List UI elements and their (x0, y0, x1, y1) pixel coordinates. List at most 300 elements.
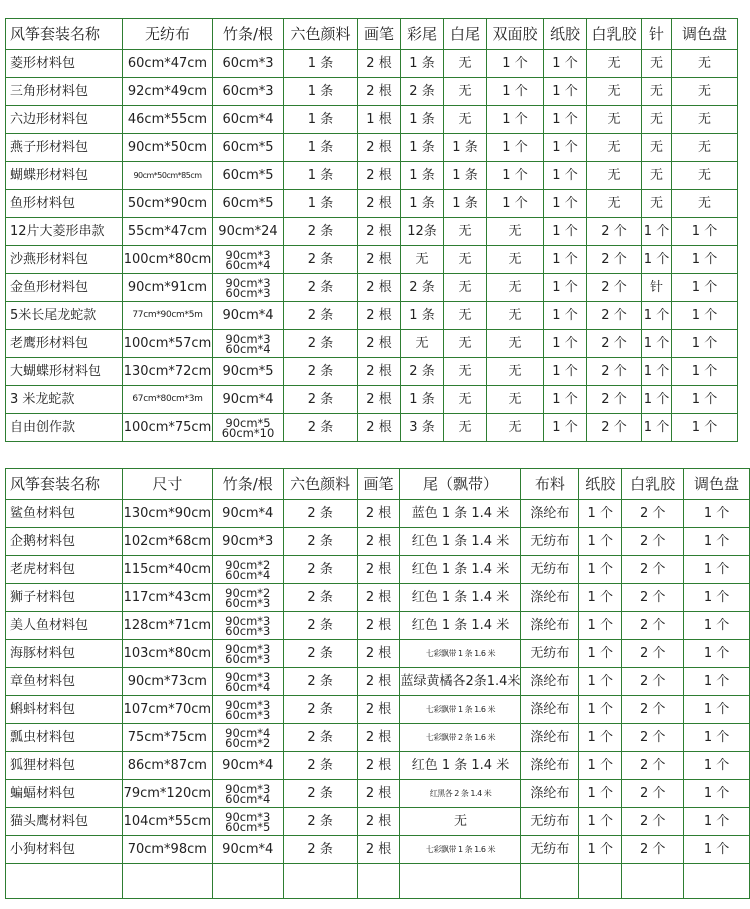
fabric-cell: 130cm*72cm (123, 358, 213, 386)
color-tail-cell: 2 条 (401, 78, 444, 106)
brush-cell: 2 根 (358, 162, 401, 190)
white-tail-cell: 无 (444, 302, 487, 330)
column-header: 画笔 (358, 19, 401, 50)
column-header: 调色盘 (684, 469, 750, 500)
kit-name-cell: 瓢虫材料包 (6, 724, 123, 752)
kit-name-cell: 美人鱼材料包 (6, 612, 123, 640)
paper-tape-cell: 1 个 (579, 556, 622, 584)
tail-cell: 蓝色 1 条 1.4 米 (400, 500, 521, 528)
color-tail-cell: 无 (401, 246, 444, 274)
brush-cell: 1 根 (358, 106, 401, 134)
tail-cell: 无 (400, 808, 521, 836)
column-header: 白尾 (444, 19, 487, 50)
palette-cell: 1 个 (684, 752, 750, 780)
column-header: 纸胶 (579, 469, 622, 500)
cell-line: 90cm*3 (225, 669, 271, 684)
brush-cell: 2 根 (357, 640, 400, 668)
cell-line: 90cm*3 (225, 331, 271, 346)
paper-tape-cell: 1 个 (579, 724, 622, 752)
glue-cell: 2 个 (622, 584, 684, 612)
palette-cell: 1 个 (672, 386, 738, 414)
column-header: 无纺布 (123, 19, 213, 50)
kit-name-cell: 鱼形材料包 (6, 190, 123, 218)
color-tail-cell: 1 条 (401, 50, 444, 78)
tail-cell: 七彩飘带 2 条 1.6 米 (400, 724, 521, 752)
cell-line: 60cm*5 (225, 819, 271, 834)
glue-cell: 2 个 (587, 330, 642, 358)
glue-cell: 无 (587, 78, 642, 106)
kit-name-cell: 鲨鱼材料包 (6, 500, 123, 528)
paint-cell: 2 条 (283, 724, 357, 752)
cell-line: 60cm*4 (225, 341, 271, 356)
fabric-cell: 46cm*55cm (123, 106, 213, 134)
glue-cell: 2 个 (622, 752, 684, 780)
tail-cell: 红色 1 条 1.4 米 (400, 556, 521, 584)
brush-cell: 2 根 (358, 218, 401, 246)
cell-line: 60cm*4 (225, 257, 271, 272)
table-row (6, 162, 738, 190)
glue-cell: 无 (587, 50, 642, 78)
size-cell: 104cm*55cm (122, 808, 212, 836)
paint-cell: 2 条 (284, 246, 358, 274)
brush-cell: 2 根 (357, 780, 400, 808)
tail-cell: 红黑各 2 条 1.4 米 (400, 780, 521, 808)
tail-cell: 红色 1 条 1.4 米 (400, 752, 521, 780)
palette-cell: 无 (672, 162, 738, 190)
table-row (6, 274, 738, 302)
paper-tape-cell: 1 个 (579, 500, 622, 528)
cell-line: 90cm*4 (225, 725, 271, 740)
palette-cell: 1 个 (684, 584, 750, 612)
palette-cell: 1 个 (684, 668, 750, 696)
paper-tape-cell: 1 个 (579, 584, 622, 612)
kit-name-cell: 5米长尾龙蛇款 (6, 302, 123, 330)
tape-cell: 无 (487, 218, 544, 246)
glue-cell: 2 个 (587, 386, 642, 414)
cell-line: 90cm*3 (225, 781, 271, 796)
table-row (6, 696, 750, 724)
paint-cell: 1 条 (284, 162, 358, 190)
palette-cell: 1 个 (672, 330, 738, 358)
tape-cell: 无 (487, 414, 544, 442)
kit-name-cell: 蝌蚪材料包 (6, 696, 123, 724)
kit-name-cell: 三角形材料包 (6, 78, 123, 106)
column-header: 白乳胶 (622, 469, 684, 500)
paper-tape-cell: 1 个 (579, 640, 622, 668)
kit-name-cell: 蝙蝠材料包 (6, 780, 123, 808)
brush-cell: 2 根 (357, 668, 400, 696)
paint-cell: 2 条 (284, 330, 358, 358)
table-row (6, 668, 750, 696)
bamboo-cell: 60cm*3 (213, 78, 284, 106)
table-row (6, 836, 750, 864)
paint-cell: 2 条 (283, 612, 357, 640)
fabric-cell: 60cm*47cm (123, 50, 213, 78)
bamboo-cell: 90cm*3 (212, 528, 283, 556)
fabric-cell: 涤纶布 (521, 752, 579, 780)
paper-tape-cell: 1 个 (544, 50, 587, 78)
kit-name-cell: 狮子材料包 (6, 584, 123, 612)
fabric-cell: 55cm*47cm (123, 218, 213, 246)
tail-cell: 红色 1 条 1.4 米 (400, 584, 521, 612)
kit-name-cell: 3 米龙蛇款 (6, 386, 123, 414)
bamboo-cell (212, 808, 283, 836)
paint-cell: 2 条 (283, 752, 357, 780)
brush-cell: 2 根 (358, 302, 401, 330)
column-header: 针 (642, 19, 672, 50)
column-header: 竹条/根 (212, 469, 283, 500)
paper-tape-cell: 1 个 (544, 78, 587, 106)
tail-cell: 七彩飘带 1 条 1.6 米 (400, 836, 521, 864)
bamboo-cell: 60cm*5 (213, 190, 284, 218)
paint-cell: 2 条 (284, 358, 358, 386)
color-tail-cell: 1 条 (401, 134, 444, 162)
palette-cell: 1 个 (672, 414, 738, 442)
tail-cell: 红色 1 条 1.4 米 (400, 528, 521, 556)
kite-kit-table-2 (5, 468, 750, 899)
empty-cell (283, 864, 357, 899)
glue-cell: 2 个 (622, 500, 684, 528)
glue-cell: 2 个 (622, 836, 684, 864)
table-row (6, 134, 738, 162)
brush-cell: 2 根 (358, 50, 401, 78)
palette-cell: 1 个 (684, 836, 750, 864)
size-cell: 90cm*73cm (122, 668, 212, 696)
size-cell: 102cm*68cm (122, 528, 212, 556)
glue-cell: 2 个 (587, 274, 642, 302)
empty-cell (212, 864, 283, 899)
paper-tape-cell: 1 个 (544, 162, 587, 190)
palette-cell: 1 个 (672, 218, 738, 246)
bamboo-cell (212, 556, 283, 584)
cell-line: 90cm*3 (225, 697, 271, 712)
paint-cell: 2 条 (284, 386, 358, 414)
empty-cell (122, 864, 212, 899)
palette-cell: 1 个 (684, 500, 750, 528)
paper-tape-cell: 1 个 (544, 358, 587, 386)
paper-tape-cell: 1 个 (544, 302, 587, 330)
cell-line: 60cm*3 (225, 651, 271, 666)
table-row (6, 78, 738, 106)
table-row (6, 302, 738, 330)
fabric-cell: 50cm*90cm (123, 190, 213, 218)
paint-cell: 2 条 (283, 584, 357, 612)
brush-cell: 2 根 (358, 358, 401, 386)
table-row (6, 386, 738, 414)
fabric-cell: 无纺布 (521, 836, 579, 864)
paint-cell: 2 条 (283, 836, 357, 864)
table-row (6, 808, 750, 836)
fabric-cell: 90cm*50cm (123, 134, 213, 162)
paint-cell: 2 条 (283, 780, 357, 808)
tape-cell: 无 (487, 330, 544, 358)
glue-cell: 无 (587, 162, 642, 190)
column-header: 布料 (521, 469, 579, 500)
paper-tape-cell: 1 个 (544, 106, 587, 134)
brush-cell: 2 根 (358, 78, 401, 106)
fabric-cell: 100cm*75cm (123, 414, 213, 442)
palette-cell: 1 个 (672, 246, 738, 274)
white-tail-cell: 1 条 (444, 134, 487, 162)
brush-cell: 2 根 (357, 500, 400, 528)
tape-cell: 1 个 (487, 162, 544, 190)
size-cell: 103cm*80cm (122, 640, 212, 668)
table-row (6, 218, 738, 246)
glue-cell: 2 个 (622, 612, 684, 640)
bamboo-cell (212, 724, 283, 752)
table-row (6, 612, 750, 640)
paint-cell: 2 条 (283, 668, 357, 696)
palette-cell: 1 个 (684, 528, 750, 556)
tape-cell: 1 个 (487, 50, 544, 78)
glue-cell: 无 (587, 190, 642, 218)
cell-line: 90cm*2 (225, 557, 271, 572)
cell-line: 90cm*2 (225, 585, 271, 600)
glue-cell: 无 (587, 106, 642, 134)
table-header-row (6, 19, 738, 50)
column-header: 双面胶 (487, 19, 544, 50)
white-tail-cell: 无 (444, 358, 487, 386)
empty-cell (6, 864, 123, 899)
kit-name-cell: 老鹰形材料包 (6, 330, 123, 358)
needle-cell: 无 (642, 78, 672, 106)
fabric-cell: 无纺布 (521, 808, 579, 836)
palette-cell: 无 (672, 50, 738, 78)
size-cell: 128cm*71cm (122, 612, 212, 640)
white-tail-cell: 无 (444, 246, 487, 274)
bamboo-cell (212, 696, 283, 724)
paint-cell: 2 条 (284, 274, 358, 302)
table-row (6, 780, 750, 808)
kit-name-cell: 沙燕形材料包 (6, 246, 123, 274)
color-tail-cell: 3 条 (401, 414, 444, 442)
glue-cell: 2 个 (587, 218, 642, 246)
paper-tape-cell: 1 个 (579, 836, 622, 864)
glue-cell: 2 个 (622, 668, 684, 696)
bamboo-cell (213, 246, 284, 274)
palette-cell: 1 个 (684, 696, 750, 724)
paint-cell: 2 条 (283, 528, 357, 556)
kit-name-cell: 狐狸材料包 (6, 752, 123, 780)
bamboo-cell: 60cm*5 (213, 134, 284, 162)
kit-name-cell: 菱形材料包 (6, 50, 123, 78)
color-tail-cell: 2 条 (401, 358, 444, 386)
paint-cell: 1 条 (284, 190, 358, 218)
glue-cell: 无 (587, 134, 642, 162)
bamboo-cell (212, 584, 283, 612)
table-row (6, 584, 750, 612)
color-tail-cell: 1 条 (401, 190, 444, 218)
needle-cell: 1 个 (642, 246, 672, 274)
paint-cell: 1 条 (284, 50, 358, 78)
table-row (6, 556, 750, 584)
size-cell: 130cm*90cm (122, 500, 212, 528)
table-row (6, 330, 738, 358)
palette-cell: 1 个 (684, 612, 750, 640)
kit-name-cell: 猫头鹰材料包 (6, 808, 123, 836)
column-header: 尺寸 (122, 469, 212, 500)
tail-cell: 蓝绿黄橘各2条1.4米 (400, 668, 521, 696)
palette-cell: 1 个 (684, 640, 750, 668)
table-row (6, 358, 738, 386)
fabric-cell: 100cm*57cm (123, 330, 213, 358)
column-header: 风筝套装名称 (6, 19, 123, 50)
paper-tape-cell: 1 个 (579, 668, 622, 696)
needle-cell: 1 个 (642, 386, 672, 414)
bamboo-cell (213, 414, 284, 442)
empty-cell (684, 864, 750, 899)
empty-cell (579, 864, 622, 899)
bamboo-cell (212, 640, 283, 668)
size-cell: 79cm*120cm (122, 780, 212, 808)
tail-cell: 七彩飘带 1 条 1.6 米 (400, 640, 521, 668)
glue-cell: 2 个 (587, 302, 642, 330)
paper-tape-cell: 1 个 (579, 808, 622, 836)
glue-cell: 2 个 (622, 556, 684, 584)
kit-name-cell: 章鱼材料包 (6, 668, 123, 696)
brush-cell: 2 根 (358, 386, 401, 414)
kit-name-cell: 企鹅材料包 (6, 528, 123, 556)
fabric-cell: 无纺布 (521, 528, 579, 556)
size-cell: 107cm*70cm (122, 696, 212, 724)
paper-tape-cell: 1 个 (579, 752, 622, 780)
fabric-cell: 100cm*80cm (123, 246, 213, 274)
glue-cell: 2 个 (622, 780, 684, 808)
white-tail-cell: 无 (444, 414, 487, 442)
fabric-cell: 涤纶布 (521, 780, 579, 808)
needle-cell: 1 个 (642, 302, 672, 330)
white-tail-cell: 1 条 (444, 162, 487, 190)
brush-cell: 2 根 (357, 556, 400, 584)
tape-cell: 1 个 (487, 78, 544, 106)
paper-tape-cell: 1 个 (579, 696, 622, 724)
bamboo-cell: 90cm*4 (213, 386, 284, 414)
kit-name-cell: 六边形材料包 (6, 106, 123, 134)
size-cell: 115cm*40cm (122, 556, 212, 584)
fabric-cell: 92cm*49cm (123, 78, 213, 106)
column-header: 尾（飘带） (400, 469, 521, 500)
glue-cell: 2 个 (587, 358, 642, 386)
palette-cell: 无 (672, 78, 738, 106)
paper-tape-cell: 1 个 (544, 190, 587, 218)
palette-cell: 1 个 (684, 808, 750, 836)
paint-cell: 2 条 (283, 500, 357, 528)
cell-line: 90cm*3 (225, 641, 271, 656)
brush-cell: 2 根 (357, 696, 400, 724)
brush-cell: 2 根 (357, 752, 400, 780)
brush-cell: 2 根 (358, 414, 401, 442)
paper-tape-cell: 1 个 (579, 780, 622, 808)
kit-name-cell: 12片大菱形串款 (6, 218, 123, 246)
fabric-cell: 77cm*90cm*5m (123, 302, 213, 330)
table-row (6, 50, 738, 78)
table-row (6, 500, 750, 528)
tail-cell: 七彩飘带 1 条 1.6 米 (400, 696, 521, 724)
white-tail-cell: 无 (444, 106, 487, 134)
fabric-cell: 涤纶布 (521, 500, 579, 528)
size-cell: 70cm*98cm (122, 836, 212, 864)
kit-name-cell: 海豚材料包 (6, 640, 123, 668)
fabric-cell: 涤纶布 (521, 584, 579, 612)
paper-tape-cell: 1 个 (544, 414, 587, 442)
cell-line: 60cm*3 (225, 707, 271, 722)
white-tail-cell: 无 (444, 50, 487, 78)
bamboo-cell (213, 274, 284, 302)
brush-cell: 2 根 (357, 584, 400, 612)
column-header: 白乳胶 (587, 19, 642, 50)
fabric-cell: 涤纶布 (521, 612, 579, 640)
palette-cell: 1 个 (672, 302, 738, 330)
cell-line: 90cm*3 (225, 809, 271, 824)
bamboo-cell: 90cm*24 (213, 218, 284, 246)
empty-cell (357, 864, 400, 899)
column-header: 竹条/根 (213, 19, 284, 50)
palette-cell: 1 个 (672, 358, 738, 386)
color-tail-cell: 1 条 (401, 162, 444, 190)
tape-cell: 无 (487, 302, 544, 330)
tail-cell: 红色 1 条 1.4 米 (400, 612, 521, 640)
white-tail-cell: 1 条 (444, 190, 487, 218)
bamboo-cell: 90cm*4 (212, 500, 283, 528)
glue-cell: 2 个 (622, 528, 684, 556)
kit-name-cell: 蝴蝶形材料包 (6, 162, 123, 190)
paint-cell: 1 条 (284, 106, 358, 134)
tape-cell: 1 个 (487, 106, 544, 134)
size-cell: 117cm*43cm (122, 584, 212, 612)
column-header: 六色颜料 (283, 469, 357, 500)
palette-cell: 1 个 (684, 724, 750, 752)
color-tail-cell: 无 (401, 330, 444, 358)
table-row (6, 528, 750, 556)
empty-cell (622, 864, 684, 899)
bamboo-cell: 60cm*5 (213, 162, 284, 190)
needle-cell: 针 (642, 274, 672, 302)
paper-tape-cell: 1 个 (544, 134, 587, 162)
kit-name-cell: 燕子形材料包 (6, 134, 123, 162)
glue-cell: 2 个 (622, 696, 684, 724)
table-row (6, 190, 738, 218)
column-header: 风筝套装名称 (6, 469, 123, 500)
glue-cell: 2 个 (587, 414, 642, 442)
fabric-cell: 无纺布 (521, 640, 579, 668)
paint-cell: 2 条 (284, 302, 358, 330)
white-tail-cell: 无 (444, 218, 487, 246)
white-tail-cell: 无 (444, 274, 487, 302)
glue-cell: 2 个 (587, 246, 642, 274)
white-tail-cell: 无 (444, 386, 487, 414)
needle-cell: 无 (642, 134, 672, 162)
kit-name-cell: 金鱼形材料包 (6, 274, 123, 302)
paint-cell: 1 条 (284, 134, 358, 162)
color-tail-cell: 2 条 (401, 274, 444, 302)
paint-cell: 2 条 (283, 696, 357, 724)
paper-tape-cell: 1 个 (544, 386, 587, 414)
palette-cell: 无 (672, 106, 738, 134)
paint-cell: 2 条 (284, 414, 358, 442)
brush-cell: 2 根 (357, 724, 400, 752)
glue-cell: 2 个 (622, 724, 684, 752)
tape-cell: 无 (487, 386, 544, 414)
brush-cell: 2 根 (357, 808, 400, 836)
bamboo-cell (212, 612, 283, 640)
bamboo-cell: 90cm*4 (212, 752, 283, 780)
brush-cell: 2 根 (358, 190, 401, 218)
bamboo-cell (212, 780, 283, 808)
column-header: 六色颜料 (284, 19, 358, 50)
tape-cell: 1 个 (487, 190, 544, 218)
palette-cell: 1 个 (672, 274, 738, 302)
cell-line: 60cm*3 (225, 285, 271, 300)
